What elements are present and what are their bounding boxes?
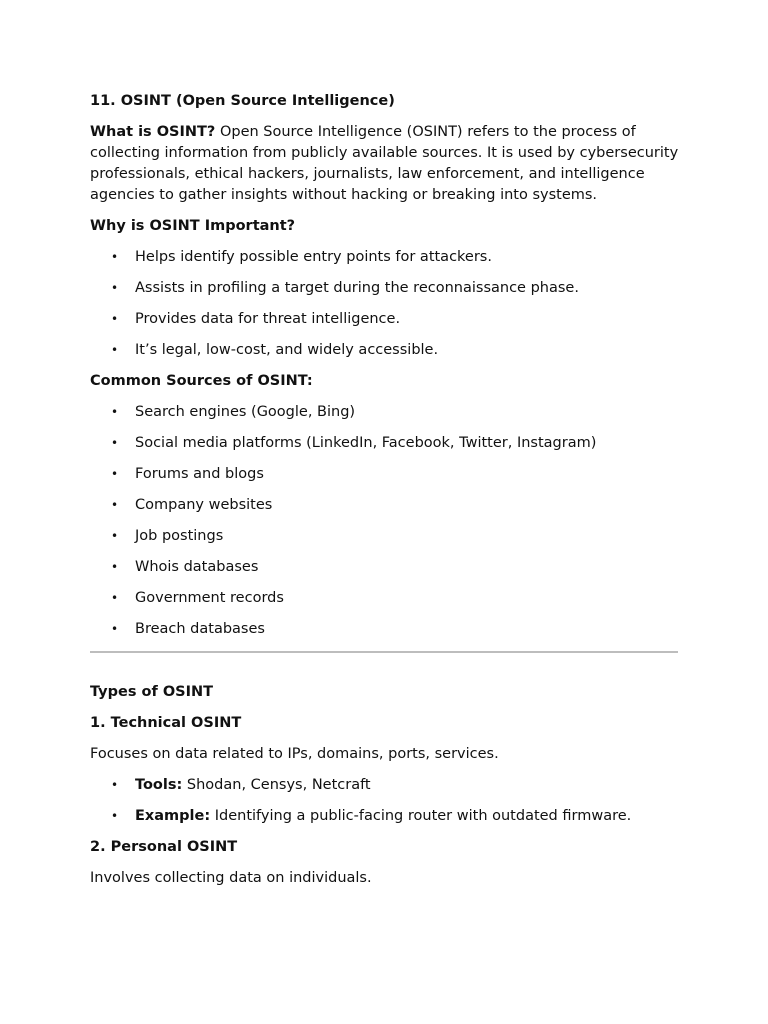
why-important-heading: Why is OSINT Important? <box>90 218 296 234</box>
bullet-icon: • <box>111 809 119 823</box>
bullet-icon: • <box>111 622 119 636</box>
bullet-icon: • <box>111 312 119 326</box>
personal-osint-description: Involves collecting data on individuals. <box>90 870 372 886</box>
bullet-icon: • <box>111 436 119 450</box>
list-item <box>90 278 680 299</box>
common-sources-heading: Common Sources of OSINT: <box>90 373 313 389</box>
list-item-text: It’s legal, low-cost, and widely accessible. <box>135 342 439 358</box>
bullet-icon: • <box>111 529 119 543</box>
list-item-text: Forums and blogs <box>135 466 264 482</box>
list-item <box>90 557 680 578</box>
technical-osint-list <box>90 775 680 827</box>
list-item-text: Government records <box>135 590 284 606</box>
list-item <box>90 340 680 361</box>
list-item-text: Social media platforms (LinkedIn, Facebook, Twitter, Instagram) <box>135 435 597 451</box>
bullet-icon: • <box>111 560 119 574</box>
list-item <box>90 495 680 516</box>
tools-text: Shodan, Censys, Netcraft <box>182 777 371 793</box>
list-item <box>90 588 680 609</box>
what-is-osint-paragraph <box>90 122 680 206</box>
bullet-icon: • <box>111 467 119 481</box>
bullet-icon: • <box>111 281 119 295</box>
bullet-icon: • <box>111 250 119 264</box>
list-item <box>90 402 680 423</box>
technical-osint-description: Focuses on data related to IPs, domains, ports, services. <box>90 746 499 762</box>
document-content <box>90 91 680 899</box>
list-item <box>90 806 680 827</box>
section-divider <box>90 651 678 653</box>
list-item <box>90 526 680 547</box>
list-item-text: Job postings <box>135 528 224 544</box>
list-item <box>90 247 680 268</box>
list-item <box>90 775 680 796</box>
what-is-osint-label: What is OSINT? <box>90 124 216 140</box>
technical-osint-heading: 1. Technical OSINT <box>90 715 242 731</box>
list-item-text: Search engines (Google, Bing) <box>135 404 356 420</box>
bullet-icon: • <box>111 778 119 792</box>
list-item-text: Provides data for threat intelligence. <box>135 311 401 327</box>
bullet-icon: • <box>111 591 119 605</box>
list-item <box>90 464 680 485</box>
what-is-osint-text: Open Source Intelligence (OSINT) refers to the process of collecting information from publicly available sources. It is used by cybersecurity professionals, ethical hackers, journalists, law enforcement, and intelligence agencies to gather insights without hacking or breaking into systems. <box>90 124 679 203</box>
list-item <box>90 309 680 330</box>
tools-label: Tools: <box>135 777 183 793</box>
types-heading: Types of OSINT <box>90 684 214 700</box>
list-item <box>90 619 680 640</box>
list-item-text: Assists in profiling a target during the reconnaissance phase. <box>135 280 579 296</box>
example-label: Example: <box>135 808 211 824</box>
list-item-text: Whois databases <box>135 559 259 575</box>
personal-osint-heading: 2. Personal OSINT <box>90 839 238 855</box>
list-item-text: Breach databases <box>135 621 265 637</box>
list-item-text: Company websites <box>135 497 273 513</box>
example-text: Identifying a public-facing router with outdated firmware. <box>210 808 632 824</box>
list-item <box>90 433 680 454</box>
bullet-icon: • <box>111 405 119 419</box>
section-title: 11. OSINT (Open Source Intelligence) <box>90 93 395 109</box>
bullet-icon: • <box>111 498 119 512</box>
common-sources-list <box>90 402 680 640</box>
bullet-icon: • <box>111 343 119 357</box>
list-item-text: Helps identify possible entry points for attackers. <box>135 249 492 265</box>
why-important-list <box>90 247 680 361</box>
